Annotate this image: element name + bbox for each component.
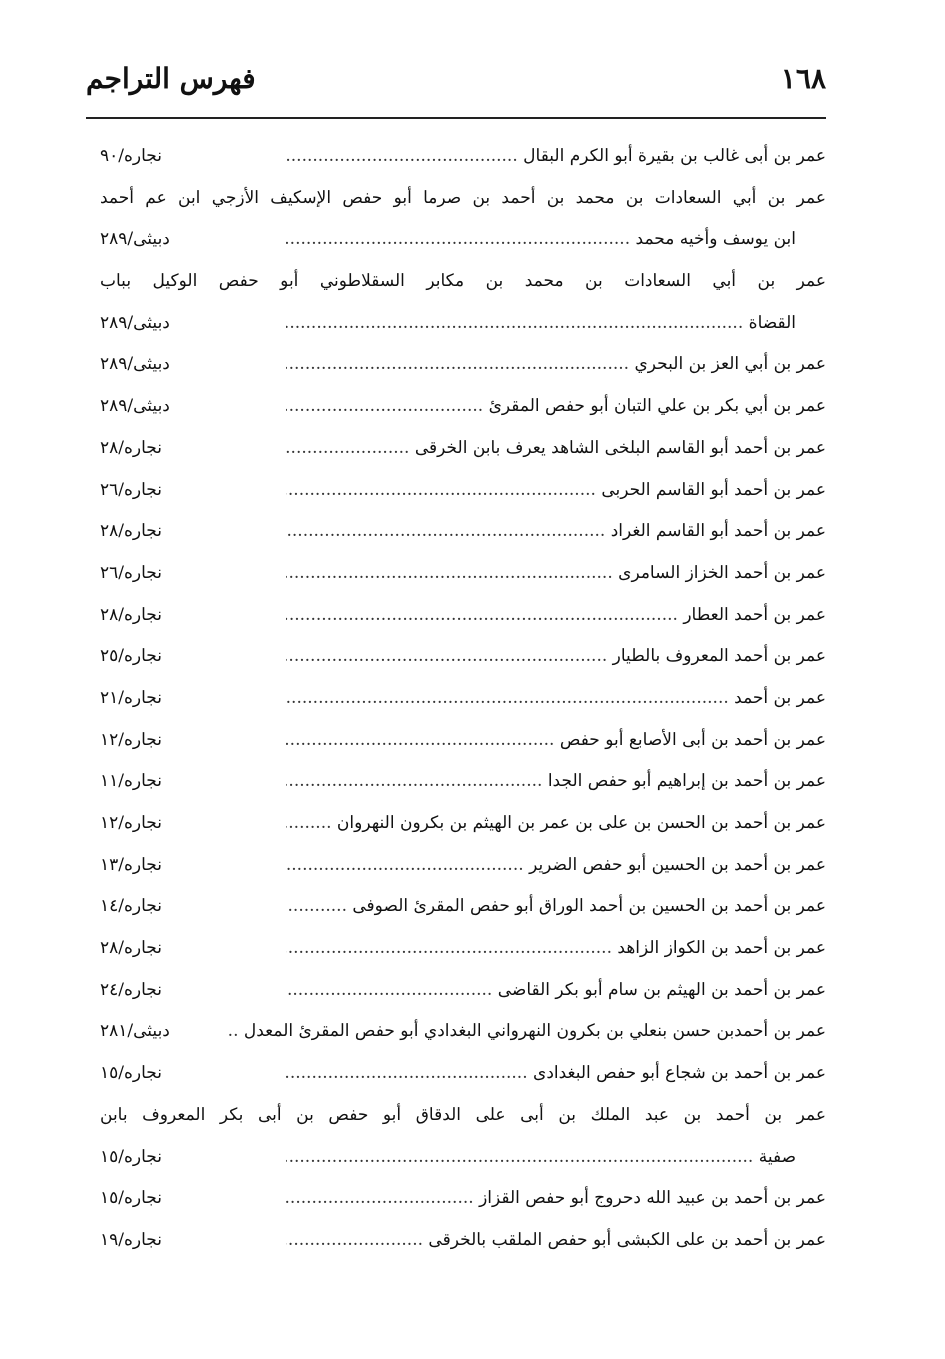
entry-name: عمر بن أحمد أبو القاسم الحربى ..... (286, 476, 826, 504)
index-entry (100, 638, 826, 680)
index-entry-continuation (100, 1139, 826, 1181)
entry-reference: نجاره/١٥ (100, 1059, 270, 1087)
entry-name: صفية ..... (286, 1143, 796, 1171)
index-entry (100, 1055, 826, 1097)
entry-name: ابن يوسف وأخيه محمد ..... (286, 225, 796, 253)
entry-reference: نجاره/٩٠ (100, 142, 270, 170)
running-head (86, 62, 826, 104)
entry-name: عمر بن أحمد بن عبد الملك بن أبى على الدقاق أبو حفص بن أبى بكر المعروف بابن (100, 1104, 826, 1125)
index-entry (100, 1180, 826, 1222)
entry-name: عمر بن أحمدبن حسن بنعلي بن بكرون النهرواني البغدادي أبو حفص المقرئ المعدل ..... (226, 1017, 826, 1045)
entry-reference: نجاره/٢٤ (100, 976, 270, 1004)
index-entry (100, 263, 826, 305)
entry-reference: نجاره/١٣ (100, 851, 270, 879)
index-entry (100, 972, 826, 1014)
entry-name: عمر بن أحمد الخزاز السامرى ..... (286, 559, 826, 587)
entry-reference: دبيثى/٢٨٩ (100, 225, 270, 253)
entry-name: عمر بن أحمد بن أبى الأصابع أبو حفص ..... (286, 726, 826, 754)
index-entry (100, 888, 826, 930)
entry-name: عمر بن أحمد بن على الكبشى أبو حفص الملقب بالخرقى ..... (286, 1226, 826, 1254)
biography-index-list (100, 138, 826, 1264)
entry-reference: نجاره/١٢ (100, 726, 270, 754)
entry-reference: دبيثى/٢٨١ (100, 1017, 220, 1045)
index-entry (100, 472, 826, 514)
entry-reference: نجاره/٢٥ (100, 642, 270, 670)
entry-name: عمر بن أحمد بن شجاع أبو حفص البغدادى ..... (286, 1059, 826, 1087)
index-entry (100, 1222, 826, 1264)
entry-name: عمر بن أبى غالب بن بقيرة أبو الكرم البقال ..... (286, 142, 826, 170)
entry-reference: نجاره/٢٦ (100, 559, 270, 587)
entry-name: عمر بن أحمد أبو القاسم البلخى الشاهد يعرف بابن الخرقى ..... (286, 434, 826, 462)
entry-reference: نجاره/١٩ (100, 1226, 270, 1254)
entry-reference: نجاره/٢١ (100, 684, 270, 712)
entry-name: عمر بن أحمد ..... (286, 684, 826, 712)
entry-name: عمر بن أحمد بن عبيد الله دحروج أبو حفص القزاز ..... (286, 1184, 826, 1212)
index-entry (100, 555, 826, 597)
entry-name: عمر بن أبي العز بن البحري ..... (286, 350, 826, 378)
entry-name: عمر بن أحمد بن الحسين بن أحمد الوراق أبو حفص المقرئ الصوفى ..... (286, 892, 826, 920)
index-entry (100, 763, 826, 805)
entry-name: القضاة ..... (286, 309, 796, 337)
section-title: فهرس التراجم (86, 62, 256, 95)
index-entry (100, 1097, 826, 1139)
index-entry (100, 180, 826, 222)
index-entry-continuation (100, 305, 826, 347)
entry-reference: نجاره/٢٨ (100, 934, 270, 962)
entry-reference: نجاره/٢٨ (100, 517, 270, 545)
entry-name: عمر بن أبي السعادات بن محمد بن مكابر السقلاطوني أبو حفص الوكيل بباب (100, 271, 826, 292)
index-entry (100, 388, 826, 430)
index-entry (100, 430, 826, 472)
entry-name: عمر بن أحمد بن الكواز الزاهد ..... (286, 934, 826, 962)
entry-reference: نجاره/١٢ (100, 809, 270, 837)
index-entry-continuation (100, 221, 826, 263)
index-entry (100, 346, 826, 388)
header-rule (86, 117, 826, 119)
entry-reference: دبيثى/٢٨٩ (100, 392, 270, 420)
entry-name: عمر بن أحمد بن الهيثم بن سام أبو بكر القاضى ..... (286, 976, 826, 1004)
entry-name: عمر بن أحمد بن الحسين أبو حفص الضرير ..... (286, 851, 826, 879)
index-entry (100, 847, 826, 889)
entry-reference: نجاره/١١ (100, 767, 270, 795)
entry-name: عمر بن أحمد العطار ..... (286, 601, 826, 629)
entry-name: عمر بن أبي بكر بن علي التبان أبو حفص المقرئ ..... (286, 392, 826, 420)
entry-name: عمر بن أبي السعادات بن محمد بن أحمد بن صرما أبو حفص الإسكيف الأزجي ابن عم أحمد (100, 187, 826, 208)
entry-name: عمر بن أحمد بن الحسن بن على بن عمر بن الهيثم بن بكرون النهروان ..... (286, 809, 826, 837)
index-entry (100, 680, 826, 722)
index-entry (100, 138, 826, 180)
index-entry (100, 597, 826, 639)
entry-name: عمر بن أحمد أبو القاسم الغراد ..... (286, 517, 826, 545)
entry-reference: نجاره/٢٨ (100, 434, 270, 462)
entry-reference: نجاره/١٤ (100, 892, 270, 920)
index-entry (100, 513, 826, 555)
page-number: ١٦٨ (780, 62, 826, 95)
entry-reference: نجاره/٢٨ (100, 601, 270, 629)
index-entry (100, 805, 826, 847)
entry-name: عمر بن أحمد بن إبراهيم أبو حفص الجدا ..... (286, 767, 826, 795)
index-entry (100, 722, 826, 764)
entry-name: عمر بن أحمد المعروف بالطيار ..... (286, 642, 826, 670)
index-entry (100, 930, 826, 972)
index-entry (100, 1013, 826, 1055)
entry-reference: نجاره/٢٦ (100, 476, 270, 504)
entry-reference: دبيثى/٢٨٩ (100, 309, 270, 337)
entry-reference: دبيثى/٢٨٩ (100, 350, 270, 378)
entry-reference: نجاره/١٥ (100, 1184, 270, 1212)
entry-reference: نجاره/١٥ (100, 1143, 270, 1171)
